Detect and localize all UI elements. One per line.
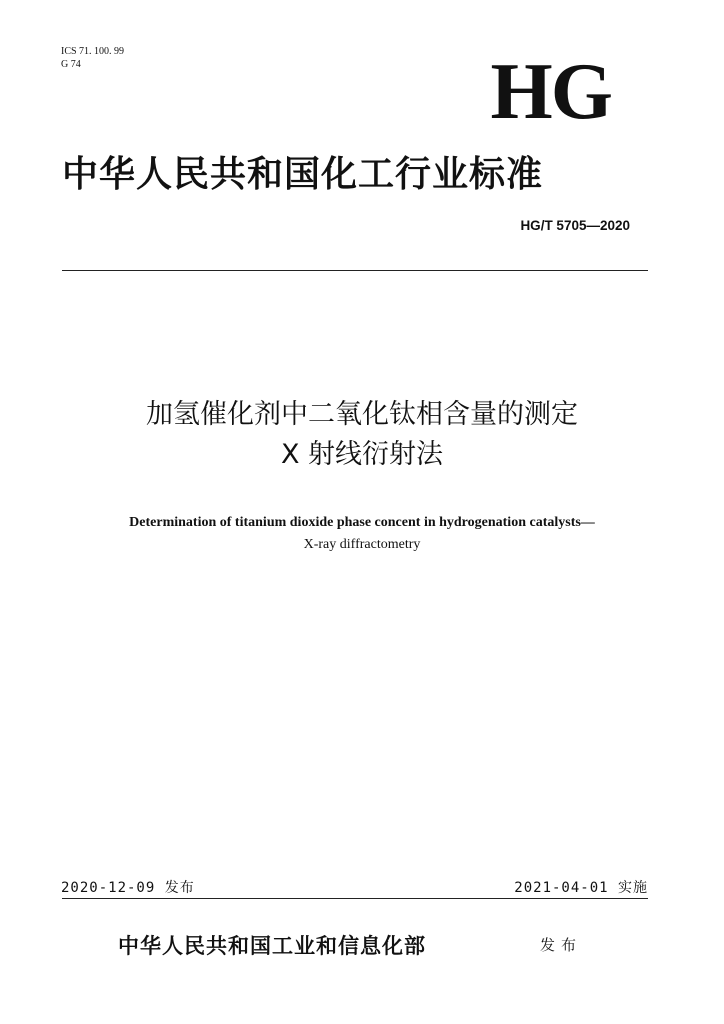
issue-date: 2020-12-09 发布 — [61, 880, 195, 896]
standard-number: HG/T 5705—2020 — [520, 218, 630, 233]
title-cn-line1: 加氢催化剂中二氧化钛相含量的测定 — [146, 399, 578, 430]
issue-label: 发布 — [540, 936, 583, 954]
document-title-cn — [62, 395, 662, 475]
document-title-en — [62, 512, 662, 556]
bottom-divider — [62, 898, 648, 899]
title-en-line2: X-ray diffractometry — [303, 537, 421, 552]
standard-code-logo: HG — [490, 48, 611, 136]
ics-code: ICS 71. 100. 99 — [61, 46, 125, 57]
title-en-line1: Determination of titanium dioxide phase concent in hydrogenation catalysts— — [129, 515, 595, 530]
standard-category-title: 中华人民共和国化工行业标准 — [62, 153, 544, 195]
issuing-authority: 中华人民共和国工业和信息化部 — [118, 933, 426, 958]
top-divider — [62, 270, 648, 271]
implementation-date: 2021-04-01 实施 — [514, 880, 648, 896]
ccs-code: G 74 — [61, 59, 81, 70]
classification-codes — [61, 45, 124, 71]
title-cn-line2: X 射线衍射法 — [280, 439, 444, 470]
